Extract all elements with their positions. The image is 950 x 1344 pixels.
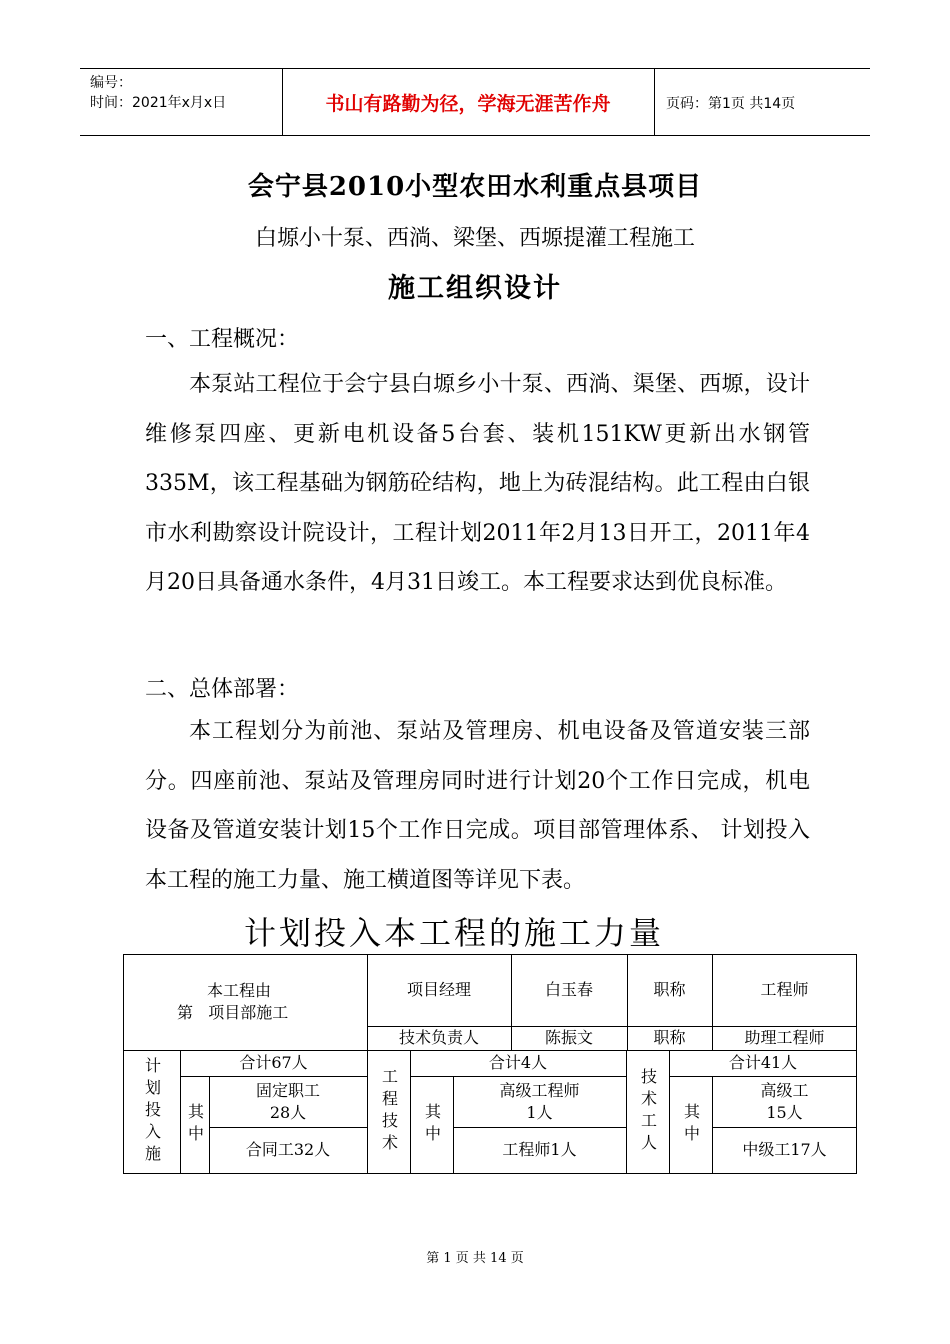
document-title: 会宁县2010小型农田水利重点县项目 bbox=[247, 172, 703, 202]
section-heading: 二、总体部署： bbox=[145, 677, 300, 702]
org-line-2: 第 项目部施工 bbox=[177, 1003, 289, 1022]
fixed-staff-count: 28人 bbox=[269, 1102, 307, 1122]
table-title: 计划投入本工程的施工力量 bbox=[243, 914, 664, 952]
pm-name: 白玉春 bbox=[544, 980, 593, 999]
tech-title: 助理工程师 bbox=[744, 1028, 825, 1047]
header-meta bbox=[90, 73, 226, 113]
among-2: 其中 bbox=[422, 1103, 442, 1147]
section-paragraph: 本泵站工程位于会宁县白塬乡小十泵、西淌、渠堡、西塬，设计维修泵四座、更新电机设备5台套、装机151KW更新出水钢管335M，该工程基础为钢筋砼结构，地上为砖混结构。此工程由白银市水利勘察设计院设计，工程计划2011年2月13日开工，2011年4月20日具备通水条件，4月31日竣工。本工程要求达到优良标准。 bbox=[145, 372, 810, 595]
eng-tech-label: 工程技术 bbox=[379, 1068, 399, 1156]
plan-input-label bbox=[123, 1050, 180, 1174]
fixed-staff-label: 固定职工 bbox=[255, 1080, 320, 1100]
title-label: 职称 bbox=[653, 1028, 686, 1047]
total-2: 合计4人 bbox=[488, 1053, 548, 1072]
plan-input-text: 计划投入施 bbox=[142, 1057, 162, 1167]
tech-workers-label: 技术工人 bbox=[638, 1068, 658, 1156]
tech-label: 技术负责人 bbox=[398, 1028, 479, 1047]
total-1: 合计67人 bbox=[239, 1053, 308, 1072]
time-label: 时间：2021年x月x日 bbox=[90, 95, 227, 111]
senior-worker-label: 高级工 bbox=[760, 1080, 809, 1100]
document-type: 施工组织设计 bbox=[388, 273, 562, 304]
section-heading: 一、工程概况： bbox=[145, 327, 300, 352]
workforce-table bbox=[123, 954, 857, 1174]
senior-engineer-label: 高级工程师 bbox=[499, 1080, 580, 1100]
section-paragraph: 本工程划分为前池、泵站及管理房、机电设备及管道安装三部分。四座前池、泵站及管理房同时进行计划20个工作日完成，机电设备及管道安装计划15个工作日完成。项目部管理体系、 计划投入本工程的施工力量、施工横道图等详见下表。 bbox=[145, 719, 810, 893]
pm-label: 项目经理 bbox=[406, 980, 471, 999]
senior-engineer bbox=[453, 1076, 626, 1127]
number-label: 编号： bbox=[90, 75, 132, 91]
senior-worker-count: 15人 bbox=[766, 1102, 803, 1122]
header-motto: 书山有路勤为径，学海无涯苦作舟 bbox=[325, 93, 611, 115]
document-subtitle: 白塬小十泵、西淌、梁堡、西塬提灌工程施工 bbox=[254, 226, 695, 251]
pm-title: 工程师 bbox=[760, 980, 809, 999]
header-divider bbox=[654, 69, 655, 136]
contract-workers: 合同工32人 bbox=[245, 1140, 331, 1159]
org-cell bbox=[123, 954, 367, 1050]
org-line-1: 本工程由 bbox=[207, 981, 272, 1000]
senior-engineer-count: 1人 bbox=[526, 1102, 553, 1122]
total-3: 合计41人 bbox=[728, 1053, 798, 1072]
fixed-staff bbox=[209, 1076, 367, 1127]
among-3: 其中 bbox=[681, 1103, 701, 1147]
engineer: 工程师1人 bbox=[502, 1140, 577, 1159]
table-line bbox=[123, 1173, 857, 1174]
among-1: 其中 bbox=[185, 1103, 205, 1147]
tech-name: 陈振文 bbox=[544, 1028, 593, 1047]
page-header bbox=[80, 68, 870, 136]
title-label: 职称 bbox=[653, 980, 686, 999]
header-page-label: 页码：第1页 共14页 bbox=[666, 95, 796, 112]
senior-worker bbox=[712, 1076, 857, 1127]
page-footer: 第 1 页 共 14 页 bbox=[426, 1251, 524, 1266]
mid-worker: 中级工17人 bbox=[742, 1140, 827, 1159]
